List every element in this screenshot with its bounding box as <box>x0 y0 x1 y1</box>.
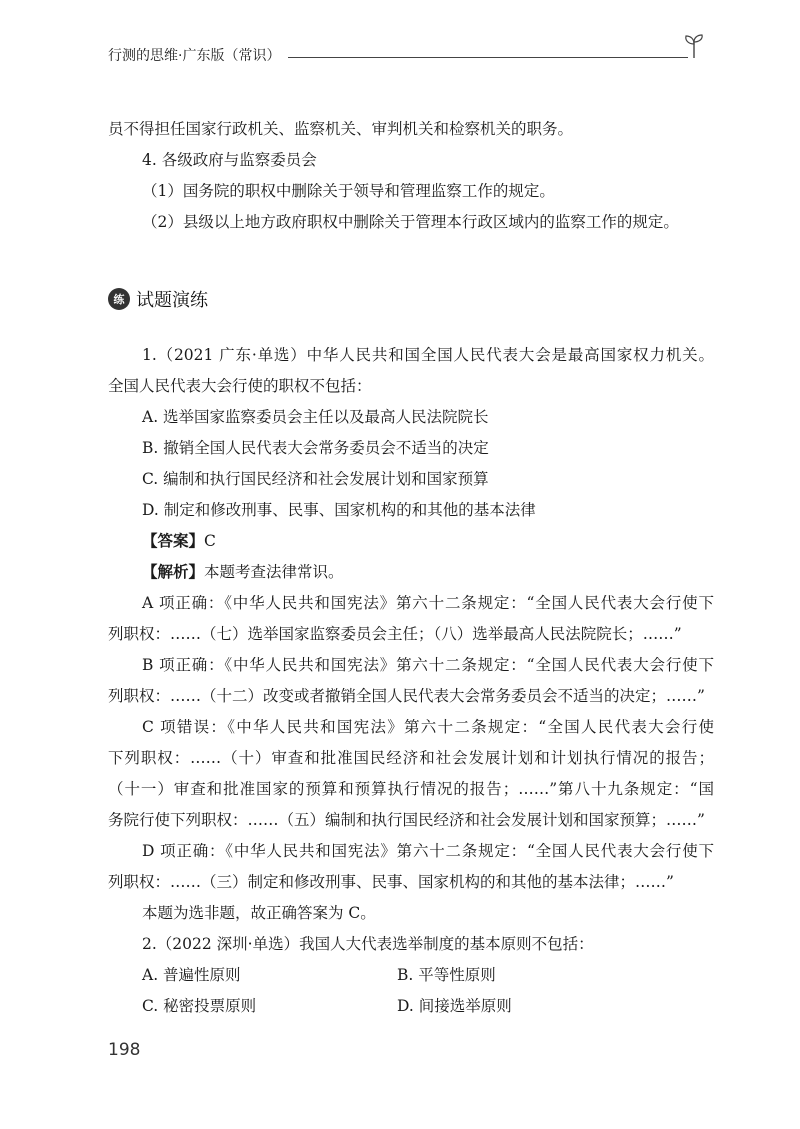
question-1 <box>108 340 714 1022</box>
q1-option-c: C. 编制和执行国民经济和社会发展计划和国家预算 <box>142 470 489 488</box>
header-title: 行测的思维·广东版（常识） <box>108 46 286 66</box>
q2-options-row <box>108 960 714 991</box>
page-number: 198 <box>108 1040 141 1060</box>
explanation-b-cont: 列职权：……（十二）改变或者撤销全国人民代表大会常务委员会不适当的决定；……” <box>108 687 705 705</box>
intro-line: （2）县级以上地方政府职权中删除关于管理本行政区域内的监察工作的规定。 <box>142 213 679 231</box>
intro-subheading: 4. 各级政府与监察委员会 <box>142 151 317 169</box>
q1-option-d: D. 制定和修改刑事、民事、国家机构的和其他的基本法律 <box>142 501 536 519</box>
section-heading <box>108 286 208 312</box>
explanation-c-cont: 务院行使下列职权：……（五）编制和执行国民经济和社会发展计划和国家预算；……” <box>108 811 705 829</box>
section-title: 试题演练 <box>136 290 208 311</box>
explanation-a: A 项正确：《中华人民共和国宪法》第六十二条规定：“全国人民代表大会行使下 <box>142 594 714 612</box>
sprout-icon <box>680 32 708 60</box>
analysis-value: 本题考查法律常识。 <box>204 563 344 581</box>
explanation-c-cont: （十一）审查和批准国家的预算和预算执行情况的报告；……”第八十九条规定：“国 <box>108 780 714 798</box>
explanation-c-cont: 下列职权：……（十）审查和批准国民经济和社会发展计划和计划执行情况的报告； <box>108 749 714 767</box>
intro-line: 员不得担任国家行政机关、监察机关、审判机关和检察机关的职务。 <box>108 120 574 138</box>
q2-stem: 2.（2022 深圳·单选）我国人大代表选举制度的基本原则不包括： <box>142 935 594 953</box>
header-rule <box>288 57 688 58</box>
answer-label: 【答案】 <box>142 532 205 550</box>
q1-option-b: B. 撤销全国人民代表大会常务委员会不适当的决定 <box>142 439 489 457</box>
q2-options-row <box>108 991 714 1022</box>
q2-option-d: D. 间接选举原则 <box>397 997 512 1015</box>
answer-value: C <box>204 532 216 550</box>
running-header <box>108 46 708 68</box>
q2-option-b: B. 平等性原则 <box>397 966 496 984</box>
q1-analysis <box>108 557 714 588</box>
intro-line: （1）国务院的职权中删除关于领导和管理监察工作的规定。 <box>142 182 555 200</box>
q1-stem-cont: 全国人民代表大会行使的职权不包括： <box>108 377 372 395</box>
q1-conclusion: 本题为选非题，故正确答案为 C。 <box>142 904 376 922</box>
q2-option-c: C. 秘密投票原则 <box>142 997 257 1015</box>
explanation-c: C 项错误：《中华人民共和国宪法》第六十二条规定：“全国人民代表大会行使 <box>142 718 714 736</box>
q1-option-a: A. 选举国家监察委员会主任以及最高人民法院院长 <box>142 408 489 426</box>
intro-block <box>108 114 714 238</box>
practice-badge-icon: 练 <box>108 288 130 310</box>
explanation-b: B 项正确：《中华人民共和国宪法》第六十二条规定：“全国人民代表大会行使下 <box>142 656 714 674</box>
q2-option-a: A. 普遍性原则 <box>142 966 241 984</box>
explanation-d-cont: 列职权：……（三）制定和修改刑事、民事、国家机构的和其他的基本法律；……” <box>108 873 674 891</box>
explanation-d: D 项正确：《中华人民共和国宪法》第六十二条规定：“全国人民代表大会行使下 <box>142 842 714 860</box>
q1-stem: 1.（2021 广东·单选）中华人民共和国全国人民代表大会是最高国家权力机关。 <box>142 346 714 364</box>
analysis-label: 【解析】 <box>142 563 205 581</box>
explanation-a-cont: 列职权：……（七）选举国家监察委员会主任；（八）选举最高人民法院院长；……” <box>108 625 682 643</box>
q1-answer <box>108 526 714 557</box>
